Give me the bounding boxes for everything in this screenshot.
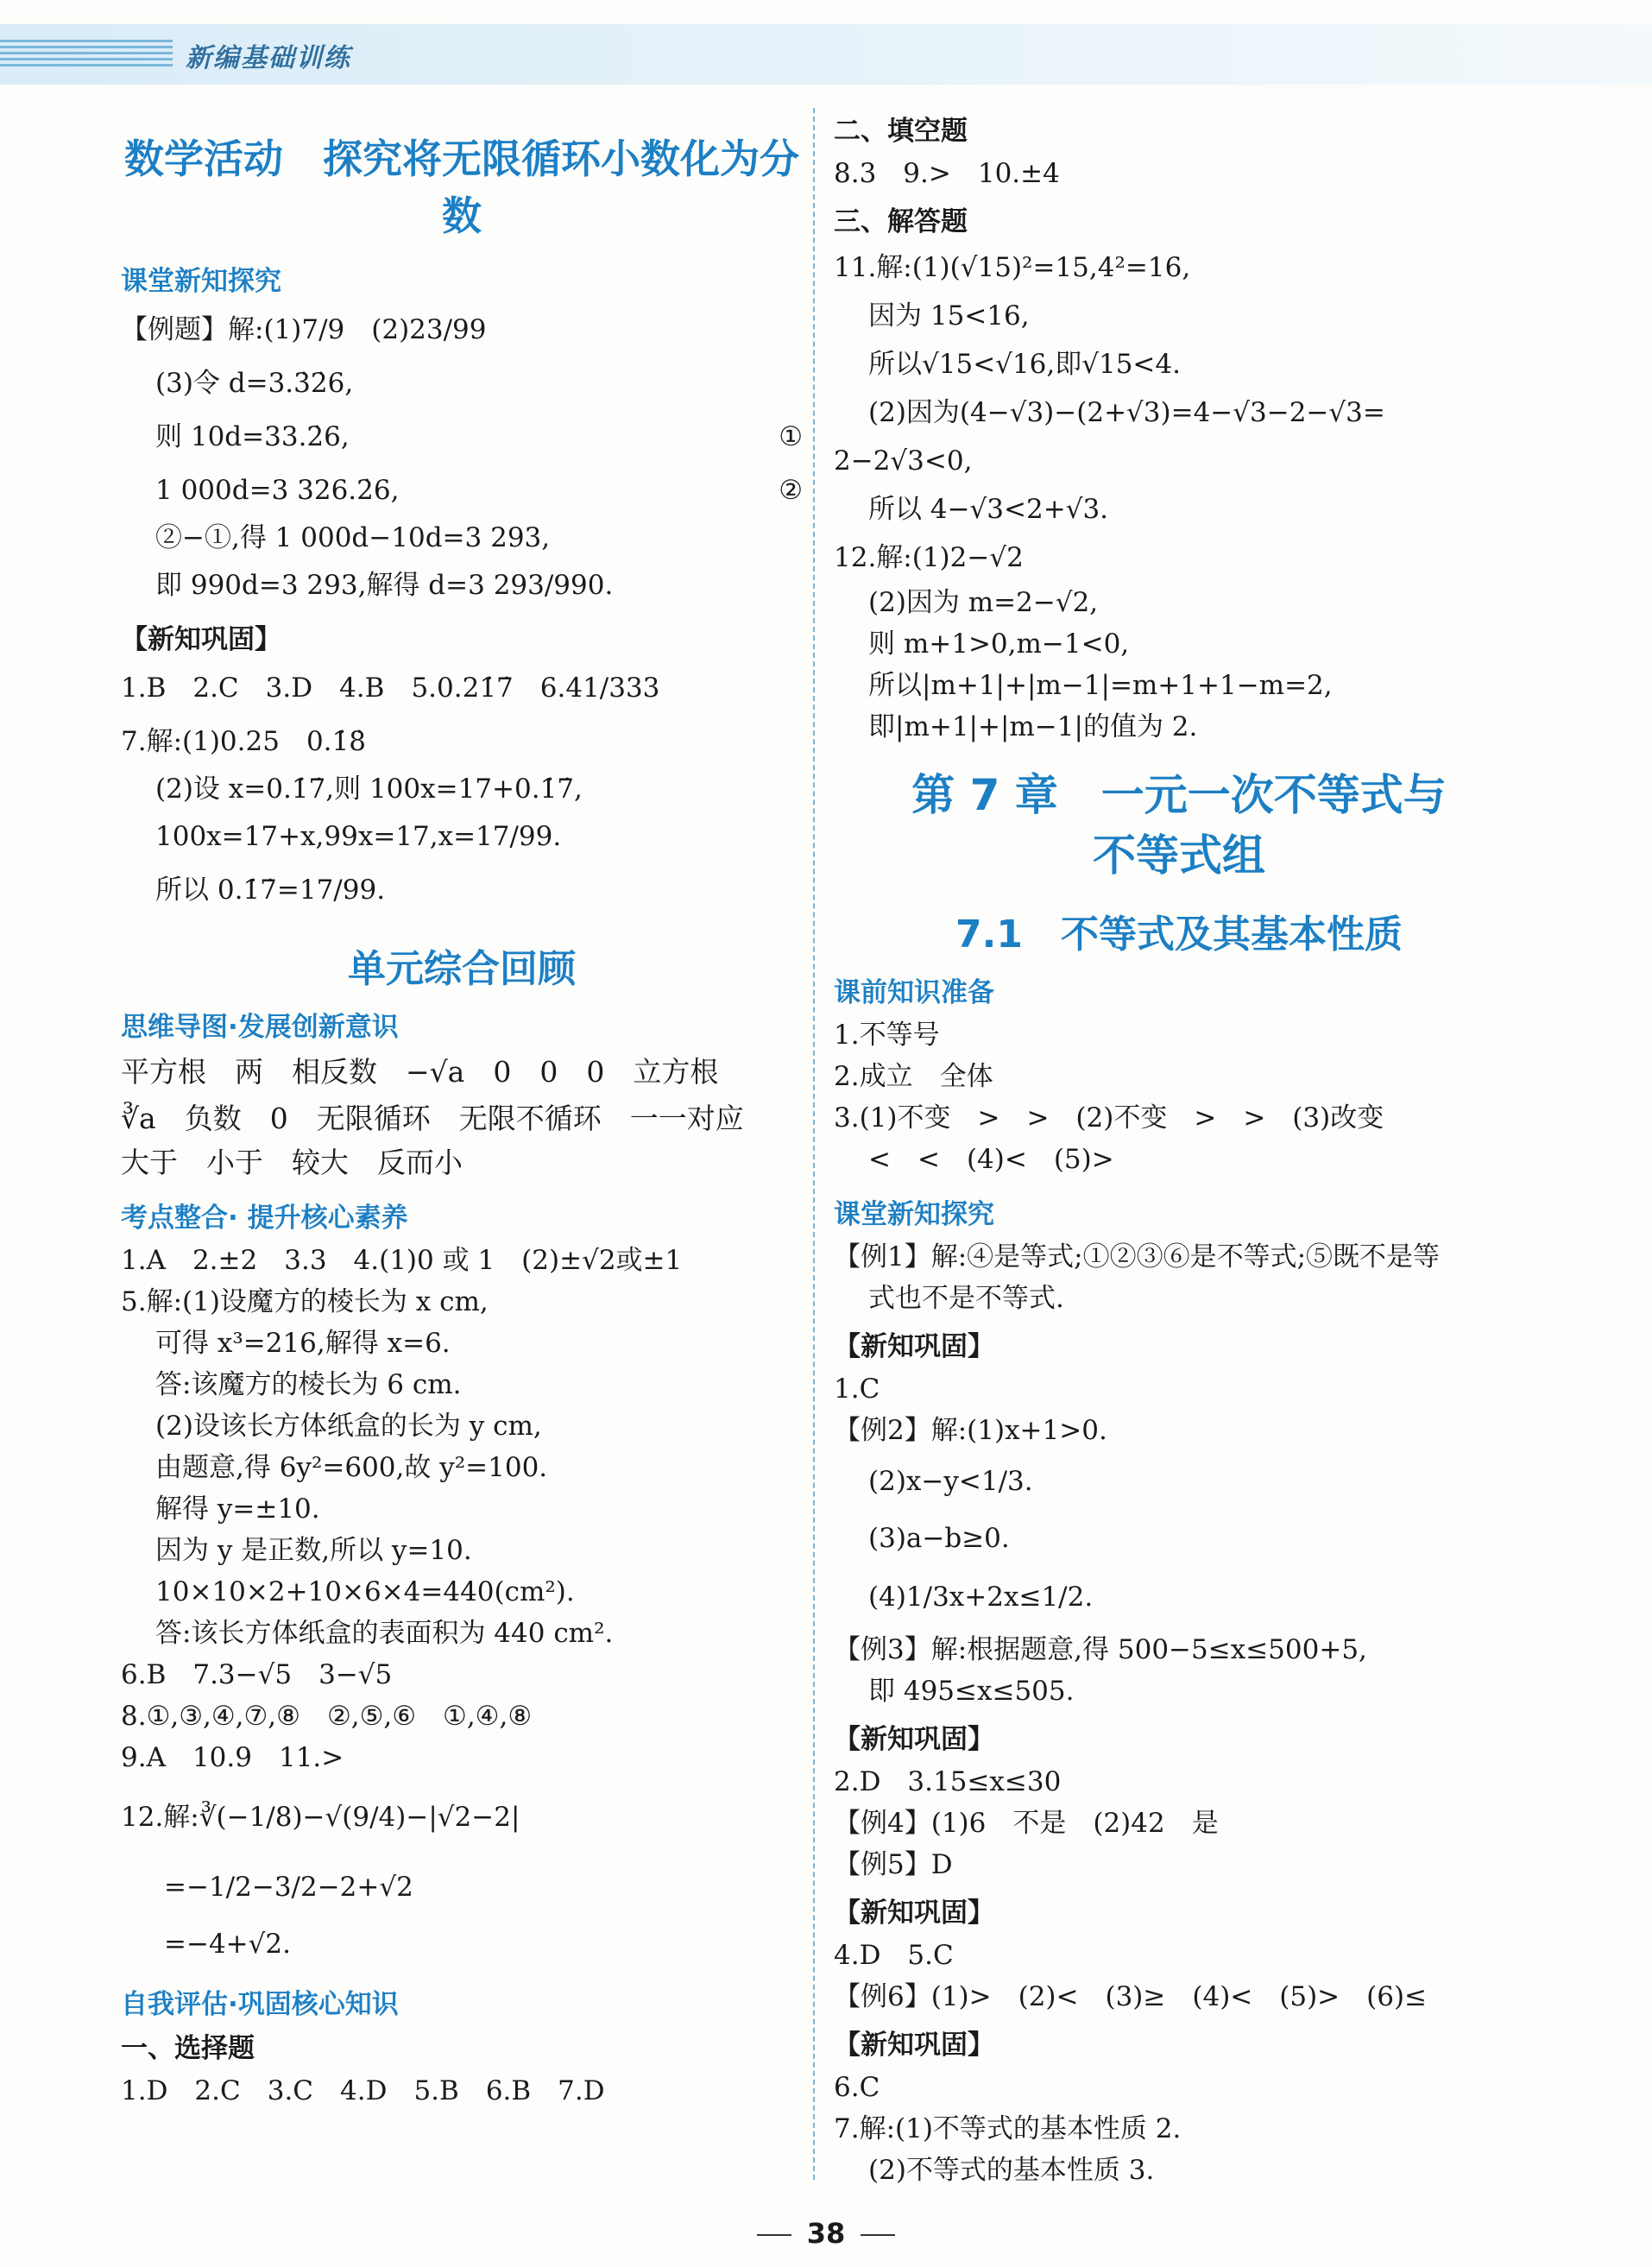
answer-line: (2)设该长方体纸盒的长为 y cm, (155, 1411, 542, 1442)
answer-line: (2)因为 m=2−√2, (868, 587, 1099, 618)
equation-marker: ① (779, 421, 803, 452)
answer-line: 9.A 10.9 11.> (121, 1742, 344, 1773)
answer-line: 即 495≤x≤505. (868, 1676, 1075, 1707)
answer-line: 10×10×2+10×6×4=440(cm²). (155, 1576, 575, 1607)
answer-line: 答:该长方体纸盒的表面积为 440 cm². (155, 1618, 614, 1649)
answer-line: 8.①,③,④,⑦,⑧ ②,⑤,⑥ ①,④,⑧ (121, 1701, 533, 1732)
answer-line: 7.解:(1)0.25 0.1̇8̇ (121, 726, 366, 757)
answer-line: 所以 4−√3<2+√3. (868, 494, 1109, 525)
answer-line: 因为 15<16, (868, 300, 1030, 332)
answer-line: 1 000d=3 326.2̇6, (155, 475, 400, 506)
section-title: 7.1 不等式及其基本性质 (955, 912, 1403, 957)
answer-line: 1.C (834, 1373, 880, 1405)
answer-line: 12.解:∛(−1/8)−√(9/4)−|√2−2| (121, 1802, 520, 1833)
page-number-dash (757, 2234, 791, 2236)
answer-line: 大于 小于 较大 反而小 (121, 1146, 463, 1179)
answer-line: 所以|m+1|+|m−1|=m+1+1−m=2, (868, 670, 1333, 701)
chapter-title (834, 765, 1524, 886)
answer-line: 5.解:(1)设魔方的棱长为 x cm, (121, 1286, 489, 1317)
answer-line: 3.(1)不变 > > (2)不变 > > (3)改变 (834, 1102, 1384, 1134)
subheading: 【新知巩固】 (834, 1724, 994, 1755)
section-heading: 考点整合· 提升核心素养 (121, 1203, 408, 1234)
answer-line: (4)1/3x+2x≤1/2. (868, 1582, 1094, 1613)
left-column (121, 104, 803, 2112)
answer-line: 6.C (834, 2072, 880, 2103)
answer-line: 1.A 2.±2 3.3 4.(1)0 或 1 (2)±√2或±1 (121, 1245, 683, 1276)
answer-line: 【例2】解:(1)x+1>0. (834, 1415, 1107, 1446)
answer-line: =−4+√2. (164, 1929, 291, 1960)
subheading: 【新知巩固】 (121, 624, 281, 655)
header-title: 新编基础训练 (186, 43, 351, 73)
answer-line: 【例6】(1)> (2)< (3)≥ (4)< (5)> (6)≤ (834, 1981, 1428, 2012)
answer-line: 【例5】D (834, 1849, 953, 1880)
answer-line: =−1/2−3/2−2+√2 (164, 1872, 413, 1903)
section-heading: 思维导图·发展创新意识 (121, 1012, 399, 1043)
subheading: 二、填空题 (834, 116, 968, 147)
answer-line: 1.D 2.C 3.C 4.D 5.B 6.B 7.D (121, 2075, 605, 2106)
answer-line: 即 990d=3 293,解得 d=3 293/990. (155, 570, 614, 601)
answer-line: 则 10d=33.2̇6, (155, 421, 350, 452)
answer-line: 100x=17+x,99x=17,x=17/99. (155, 821, 562, 852)
answer-line: (2)因为(4−√3)−(2+√3)=4−√3−2−√3= (868, 397, 1385, 428)
section-heading: 课前知识准备 (834, 977, 994, 1008)
answer-line: 由题意,得 6y²=600,故 y²=100. (155, 1452, 548, 1483)
answer-line: 8.3 9.> 10.±4 (834, 158, 1060, 189)
answer-line: (2)x−y<1/3. (868, 1466, 1033, 1497)
answer-line: 所以√15<√16,即√15<4. (868, 349, 1181, 380)
subheading: 【新知巩固】 (834, 1331, 994, 1362)
page-number (0, 2217, 1652, 2250)
answer-line: 可得 x³=216,解得 x=6. (155, 1328, 451, 1359)
section-heading: 课堂新知探究 (121, 266, 281, 297)
answer-line: 则 m+1>0,m−1<0, (868, 628, 1130, 660)
activity-title: 数学活动 探究将无限循环小数化为分数 (124, 136, 799, 239)
answer-line: 即|m+1|+|m−1|的值为 2. (868, 711, 1198, 742)
answer-line: 平方根 两 相反数 −√a 0 0 0 立方根 (121, 1055, 719, 1089)
answer-line: 【例4】(1)6 不是 (2)42 是 (834, 1808, 1219, 1839)
answer-line: 12.解:(1)2−√2 (834, 542, 1024, 573)
answer-line: 11.解:(1)(√15)²=15,4²=16, (834, 252, 1191, 283)
subheading: 【新知巩固】 (834, 1898, 994, 1929)
answer-line: (3)a−b≥0. (868, 1523, 1010, 1554)
chapter-title-line: 第 7 章 一元一次不等式与 (911, 770, 1447, 820)
answer-line: 1.B 2.C 3.D 4.B 5.0.21̇7̇ 6.41/333 (121, 673, 660, 704)
right-column (834, 104, 1524, 2191)
subheading: 【新知巩固】 (834, 2030, 994, 2061)
equation-marker: ② (779, 475, 803, 506)
header-banner (0, 24, 1652, 85)
answer-line: (3)令 d=3.3̇2̇6, (155, 368, 354, 399)
subheading: 一、选择题 (121, 2033, 255, 2064)
answer-line: 【例3】解:根据题意,得 500−5≤x≤500+5, (834, 1634, 1367, 1665)
answer-line: (2)不等式的基本性质 3. (868, 2155, 1155, 2186)
page-number-dash (861, 2234, 895, 2236)
column-divider (813, 108, 815, 2180)
answer-line: 2.成立 全体 (834, 1061, 993, 1092)
answer-line: 答:该魔方的棱长为 6 cm. (155, 1369, 462, 1400)
answer-line: 4.D 5.C (834, 1940, 954, 1971)
header-stripes (0, 40, 173, 69)
section-heading: 课堂新知探究 (834, 1199, 994, 1230)
answer-line: 6.B 7.3−√5 3−√5 (121, 1659, 393, 1690)
answer-line: ②−①,得 1 000d−10d=3 293, (155, 522, 551, 553)
chapter-title-line: 不等式组 (1093, 830, 1265, 881)
answer-line: 【例题】解:(1)7/9 (2)23/99 (121, 314, 487, 345)
answer-line: 解得 y=±10. (155, 1493, 320, 1525)
answer-line: 2−2√3<0, (834, 445, 973, 477)
unit-review-title: 单元综合回顾 (348, 947, 576, 991)
answer-line: 2.D 3.15≤x≤30 (834, 1766, 1062, 1797)
answer-line: 所以 0.1̇7̇=17/99. (155, 875, 386, 906)
subheading: 三、解答题 (834, 206, 968, 237)
answer-line: 【例1】解:④是等式;①②③⑥是不等式;⑤既不是等 (834, 1241, 1441, 1272)
answer-line: 1.不等号 (834, 1020, 940, 1051)
answer-line: 因为 y 是正数,所以 y=10. (155, 1535, 472, 1566)
page-number-value: 38 (806, 2217, 846, 2250)
answer-line: ∛a 负数 0 无限循环 无限不循环 一一对应 (121, 1102, 744, 1135)
section-heading: 自我评估·巩固核心知识 (121, 1989, 399, 2020)
answer-line: 式也不是不等式. (868, 1283, 1064, 1314)
answer-line: 7.解:(1)不等式的基本性质 2. (834, 2113, 1182, 2144)
answer-line: < < (4)< (5)> (868, 1144, 1114, 1175)
answer-line: (2)设 x=0.1̇7̇,则 100x=17+0.1̇7̇, (155, 774, 583, 805)
